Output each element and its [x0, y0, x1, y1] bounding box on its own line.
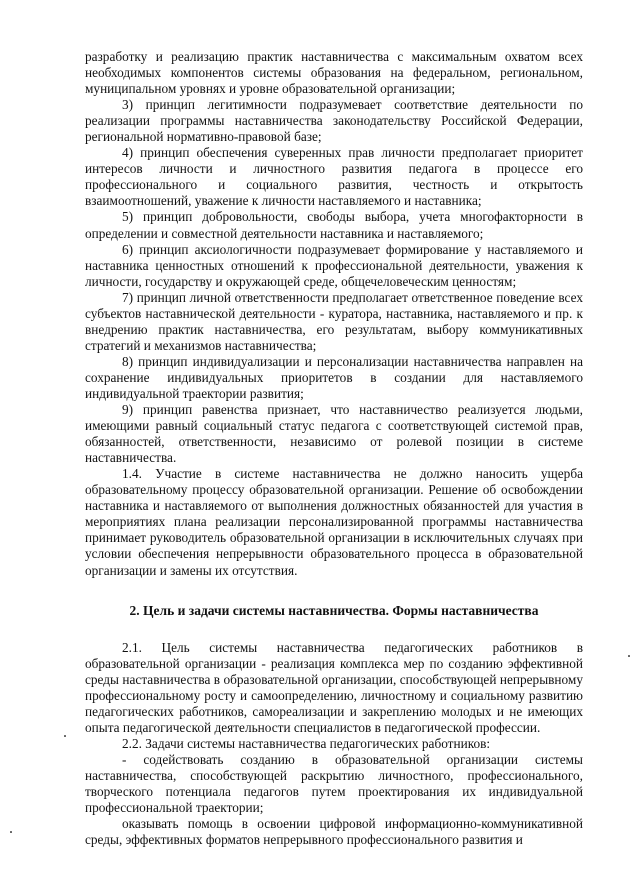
paragraph-continuation: разработку и реализацию практик наставничества с максимальным охватом всех необходимых компонентов системы образования на федеральном, региональном, муниципальном уровнях и уровне образовательной организации; — [85, 49, 583, 97]
principle-5-voluntariness: 5) принцип добровольности, свободы выбора, учета многофакторности в определении и совместной деятельности наставника и наставляемого; — [85, 209, 583, 241]
principle-4-sovereign-rights: 4) принцип обеспечения суверенных прав личности предполагает приоритет интересов личности и личностного развития педагога в процессе его профессионального и социального развития, честность и открытость взаимоотношений, уважение к личности наставляемого и наставника; — [85, 145, 583, 209]
principle-9-equality: 9) принцип равенства признает, что наставничество реализуется людьми, имеющими равный социальный статус педагога с соответствующей системой прав, обязанностей, ответственности, независимо от ролевой позиции в системе наставничества. — [85, 402, 583, 466]
document-body — [85, 49, 583, 848]
clause-2-2: 2.2. Задачи системы наставничества педагогических работников: — [122, 735, 491, 751]
principle-7-responsibility: 7) принцип личной ответственности предполагает ответственное поведение всех субъектов наставнической деятельности - куратора, наставника, наставляемого и пр. к внедрению практик наставничества, его результатам, выбору коммуникативных стратегий и механизмов наставничества; — [85, 289, 583, 353]
scan-speck — [10, 831, 12, 833]
clause-2-1: 2.1. Цель системы наставничества педагогических работников в образовательной организации - реализация комплекса мер по созданию эффективной среды наставничества в образовательной организации, способствующей непрерывному профессиональному росту и самоопределению, личностному и социальному развитию педагогических работников, самореализации и закреплению молодых и не имеющих опыта педагогической деятельности специалистов в педагогической профессии. — [85, 639, 583, 735]
scan-speck — [64, 735, 66, 737]
principle-6-axiology: 6) принцип аксиологичности подразумевает формирование у наставляемого и наставника ценностных отношений к профессиональной деятельности, уважения к личности, государству и окружающей среде, общечеловеческим ценностям; — [85, 241, 583, 289]
principle-3-legitimacy: 3) принцип легитимности подразумевает соответствие деятельности по реализации программы наставничества законодательству Российской Федерации, региональной нормативно-правовой базе; — [85, 97, 583, 145]
principle-8-individualization: 8) принцип индивидуализации и персонализации наставничества направлен на сохранение индивидуальных приоритетов в создании для наставляемого индивидуальной траектории развития; — [85, 353, 583, 401]
task-item-1: - содействовать созданию в образовательной организации системы наставничества, способствующей раскрытию личностного, профессионального, творческого потенциала педагогов путем проектирования их индивидуальной профессиональной траектории; — [85, 751, 583, 816]
scan-speck — [628, 655, 630, 657]
section-2-heading: 2. Цель и задачи системы наставничества. Формы наставничества — [129, 602, 539, 618]
clause-1-4: 1.4. Участие в системе наставничества не должно наносить ущерба образовательному процессу образовательной организации. Решение об освобождении наставника и наставляемого от выполнения должностных обязанностей для участия в мероприятиях плана реализации персонализированной программы наставничества принимает руководитель образовательной организации в исключительных случаях при условии обеспечения непрерывности образовательного процесса в образовательной организации и замены их отсутствия. — [85, 466, 583, 578]
task-item-2: оказывать помощь в освоении цифровой информационно-коммуникативной среды, эффективных форматов непрерывного профессионального развития и — [85, 816, 583, 848]
